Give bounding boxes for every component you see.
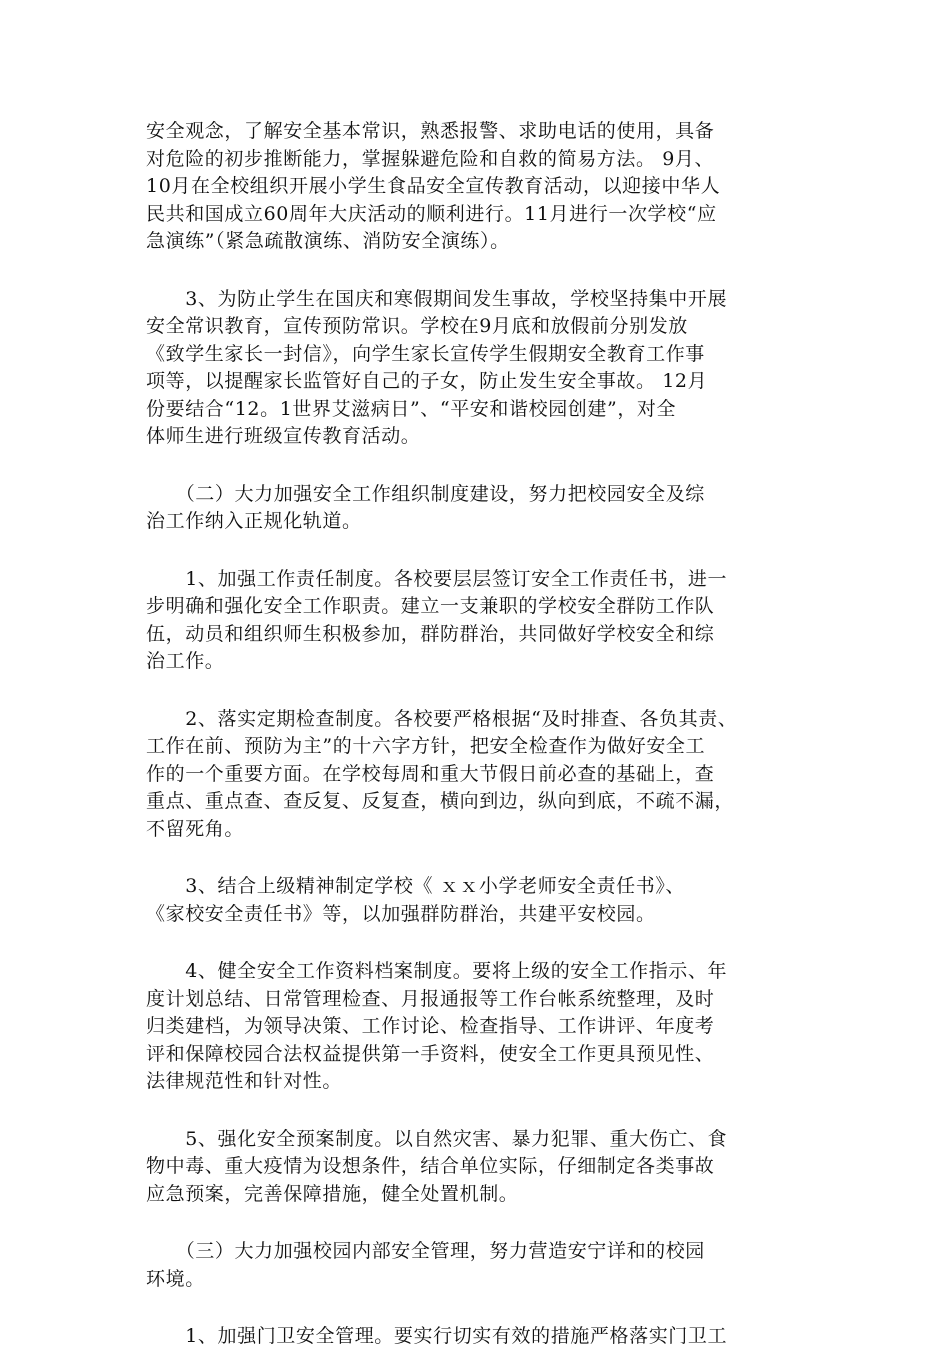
- text-line: 对危险的初步推断能力，掌握躲避危险和自救的简易方法。 9月、: [146, 147, 715, 170]
- text-line: 工作在前、预防为主”的十六字方针，把安全检查作为做好安全工: [146, 735, 706, 757]
- paragraph: [146, 566, 834, 676]
- text-line: （二）大力加强安全工作组织制度建设，努力把校园安全及综: [146, 482, 705, 505]
- text-line: 3、结合上级精神制定学校《 ｘｘ小学老师安全责任书》、: [146, 875, 686, 897]
- text-line: 急演练”（紧急疏散演练、消防安全演练）。: [146, 230, 510, 252]
- text-line: 4、健全安全工作资料档案制度。要将上级的安全工作指示、年: [146, 960, 728, 982]
- text-line: 度计划总结、日常管理检查、月报通报等工作台帐系统整理，及时: [146, 987, 715, 1010]
- text-line: 体师生进行班级宣传教育活动。: [146, 425, 421, 447]
- paragraph: [146, 481, 834, 536]
- paragraph: [146, 1323, 834, 1351]
- text-line: 5、强化安全预案制度。以自然灾害、暴力犯罪、重大伤亡、食: [146, 1127, 728, 1150]
- text-line: 《致学生家长一封信》，向学生家长宣传学生假期安全教育工作事: [146, 342, 705, 365]
- text-line: 治工作纳入正规化轨道。: [146, 510, 362, 532]
- text-line: 归类建档，为领导决策、工作讨论、检查指导、工作讲评、年度考: [146, 1015, 715, 1037]
- text-line: 步明确和强化安全工作职责。建立一支兼职的学校安全群防工作队: [146, 595, 715, 617]
- text-line: 安全常识教育，宣传预防常识。学校在9月底和放假前分别发放: [146, 315, 688, 337]
- text-line: 安全观念，了解安全基本常识，熟悉报警、求助电话的使用，具备: [146, 120, 715, 142]
- text-line: （三）大力加强校园内部安全管理，努力营造安宁详和的校园: [146, 1240, 705, 1262]
- paragraph: [146, 1126, 834, 1209]
- paragraph: [146, 958, 834, 1096]
- text-line: 重点、重点查、查反复、反复查，横向到边，纵向到底，不疏不漏，: [146, 790, 735, 812]
- paragraph: [146, 1238, 834, 1293]
- text-line: 民共和国成立60周年大庆活动的顺利进行。11月进行一次学校“应: [146, 202, 717, 225]
- text-line: 物中毒、重大疫情为设想条件，结合单位实际，仔细制定各类事故: [146, 1155, 715, 1177]
- text-line: 环境。: [146, 1267, 205, 1290]
- document-body: [146, 118, 834, 1351]
- text-line: 1、加强门卫安全管理。要实行切实有效的措施严格落实门卫工: [146, 1325, 728, 1347]
- text-line: 作的一个重要方面。在学校每周和重大节假日前必查的基础上，查: [146, 762, 715, 785]
- text-line: 项等，以提醒家长监管好自己的子女，防止发生安全事故。 12月: [146, 370, 708, 392]
- paragraph: [146, 706, 834, 844]
- text-line: 应急预案，完善保障措施，健全处置机制。: [146, 1182, 519, 1205]
- text-line: 2、落实定期检查制度。各校要严格根据“及时排查、各负其责、: [146, 707, 738, 730]
- text-line: 3、为防止学生在国庆和寒假期间发生事故，学校坚持集中开展: [146, 287, 728, 310]
- paragraph: [146, 286, 834, 451]
- text-line: 1、加强工作责任制度。各校要层层签订安全工作责任书，进一: [146, 567, 728, 590]
- text-line: 不留死角。: [146, 817, 245, 840]
- text-line: 评和保障校园合法权益提供第一手资料，使安全工作更具预见性、: [146, 1042, 715, 1065]
- paragraph: [146, 118, 834, 256]
- text-line: 法律规范性和针对性。: [146, 1070, 343, 1092]
- text-line: 10月在全校组织开展小学生食品安全宣传教育活动，以迎接中华人: [146, 175, 721, 197]
- text-line: 《家校安全责任书》等，以加强群防群治，共建平安校园。: [146, 902, 656, 925]
- text-line: 治工作。: [146, 650, 225, 672]
- paragraph: [146, 873, 834, 928]
- text-line: 份要结合“12。1世界艾滋病日”、“平安和谐校园创建”，对全: [146, 397, 677, 420]
- text-line: 伍，动员和组织师生积极参加，群防群治，共同做好学校安全和综: [146, 622, 715, 645]
